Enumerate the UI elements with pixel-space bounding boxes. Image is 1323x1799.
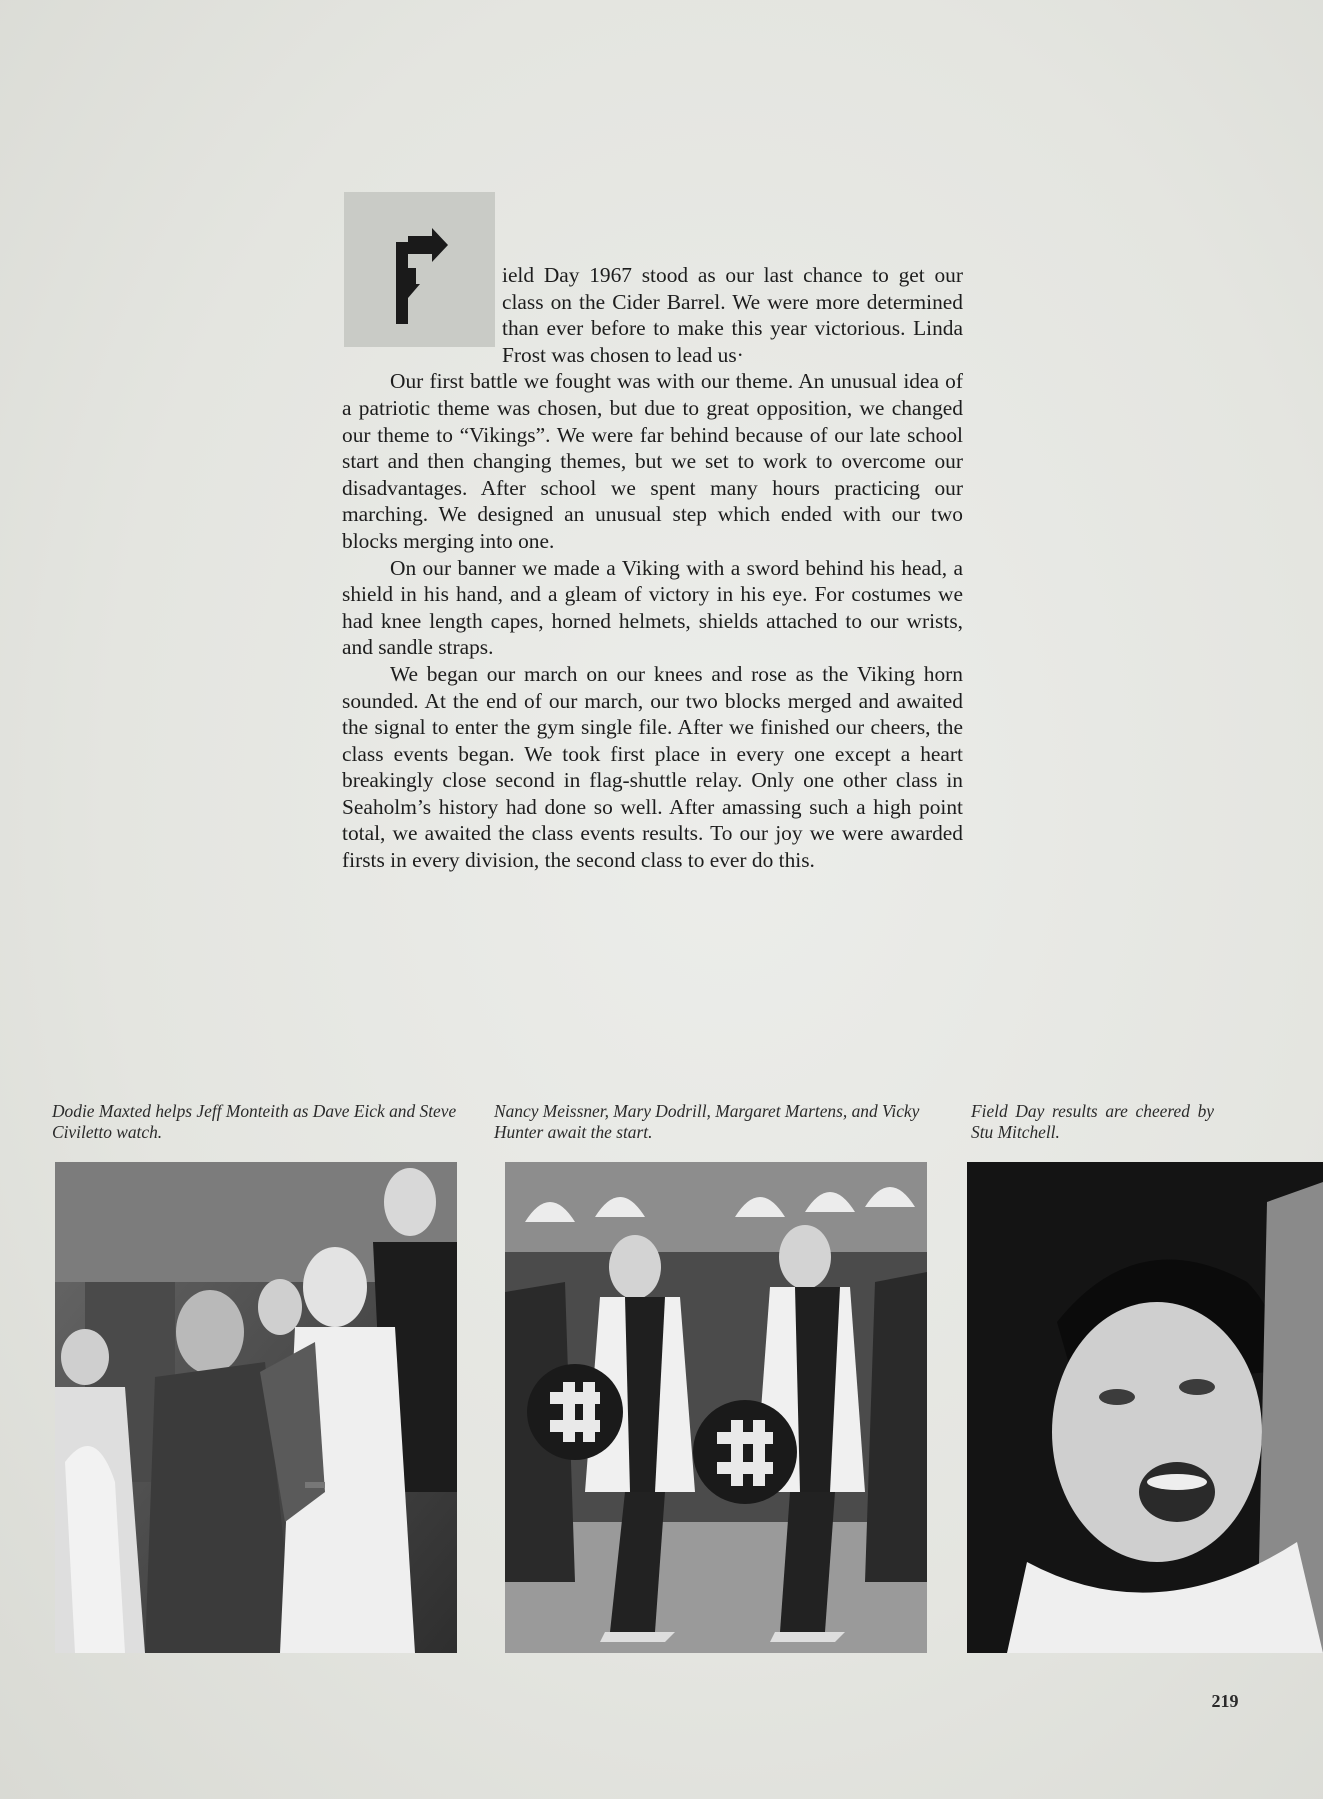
article-paragraph-2: Our first battle we fought was with our theme. An unusual idea of a patriotic theme was chosen, but due to great opposition, we changed our theme to “Vikings”. We were far behind because of our late school start and then changing themes, but we set to work to overcome our disadvantages. After school we spent many hours practicing our marching. We designed an unusual step which ended with our two blocks merging into one. — [342, 369, 963, 553]
article-paragraph-3: On our banner we made a Viking with a sword behind his head, a shield in his hand, and a gleam of victory in his eye. For costumes we had knee length capes, horned helmets, shields attached to our wrists, and sandle straps. — [342, 555, 963, 660]
photo-caption-3: Field Day results are cheered by Stu Mitchell. — [971, 1101, 1214, 1142]
article-paragraph-4: We began our march on our knees and rose as the Viking horn sounded. At the end of our march, our two blocks merged and awaited the signal to enter the gym single file. After we finished our cheers, the class events began. We took first place in every one except a heart breakingly close second in flag-shuttle relay. Only one other class in Seaholm’s history had done so well. After amassing such a high point total, we awaited the class events results. To our joy we were awarded firsts in every division, the second class to ever do this. — [342, 661, 963, 873]
page-number: 219 — [1211, 1691, 1239, 1711]
article-paragraph-1: ield Day 1967 stood as our last chance to get our class on the Cider Barrel. We were more determined than ever before to make this year victorious. Linda Frost was chosen to lead us· — [502, 263, 963, 367]
dropcap-glyph-icon — [394, 212, 450, 324]
photo-caption-2: Nancy Meissner, Mary Dodrill, Margaret Martens, and Vicky Hunter await the start. — [494, 1101, 920, 1142]
photo-cheering-student — [967, 1162, 1323, 1653]
photo-vikings-kneeling — [505, 1162, 927, 1653]
dropcap-letter-f — [344, 192, 495, 347]
photo-costume-fitting — [55, 1162, 457, 1653]
photo-caption-1: Dodie Maxted helps Jeff Monteith as Dave Eick and Steve Civiletto watch. — [52, 1101, 457, 1142]
article — [342, 193, 963, 874]
